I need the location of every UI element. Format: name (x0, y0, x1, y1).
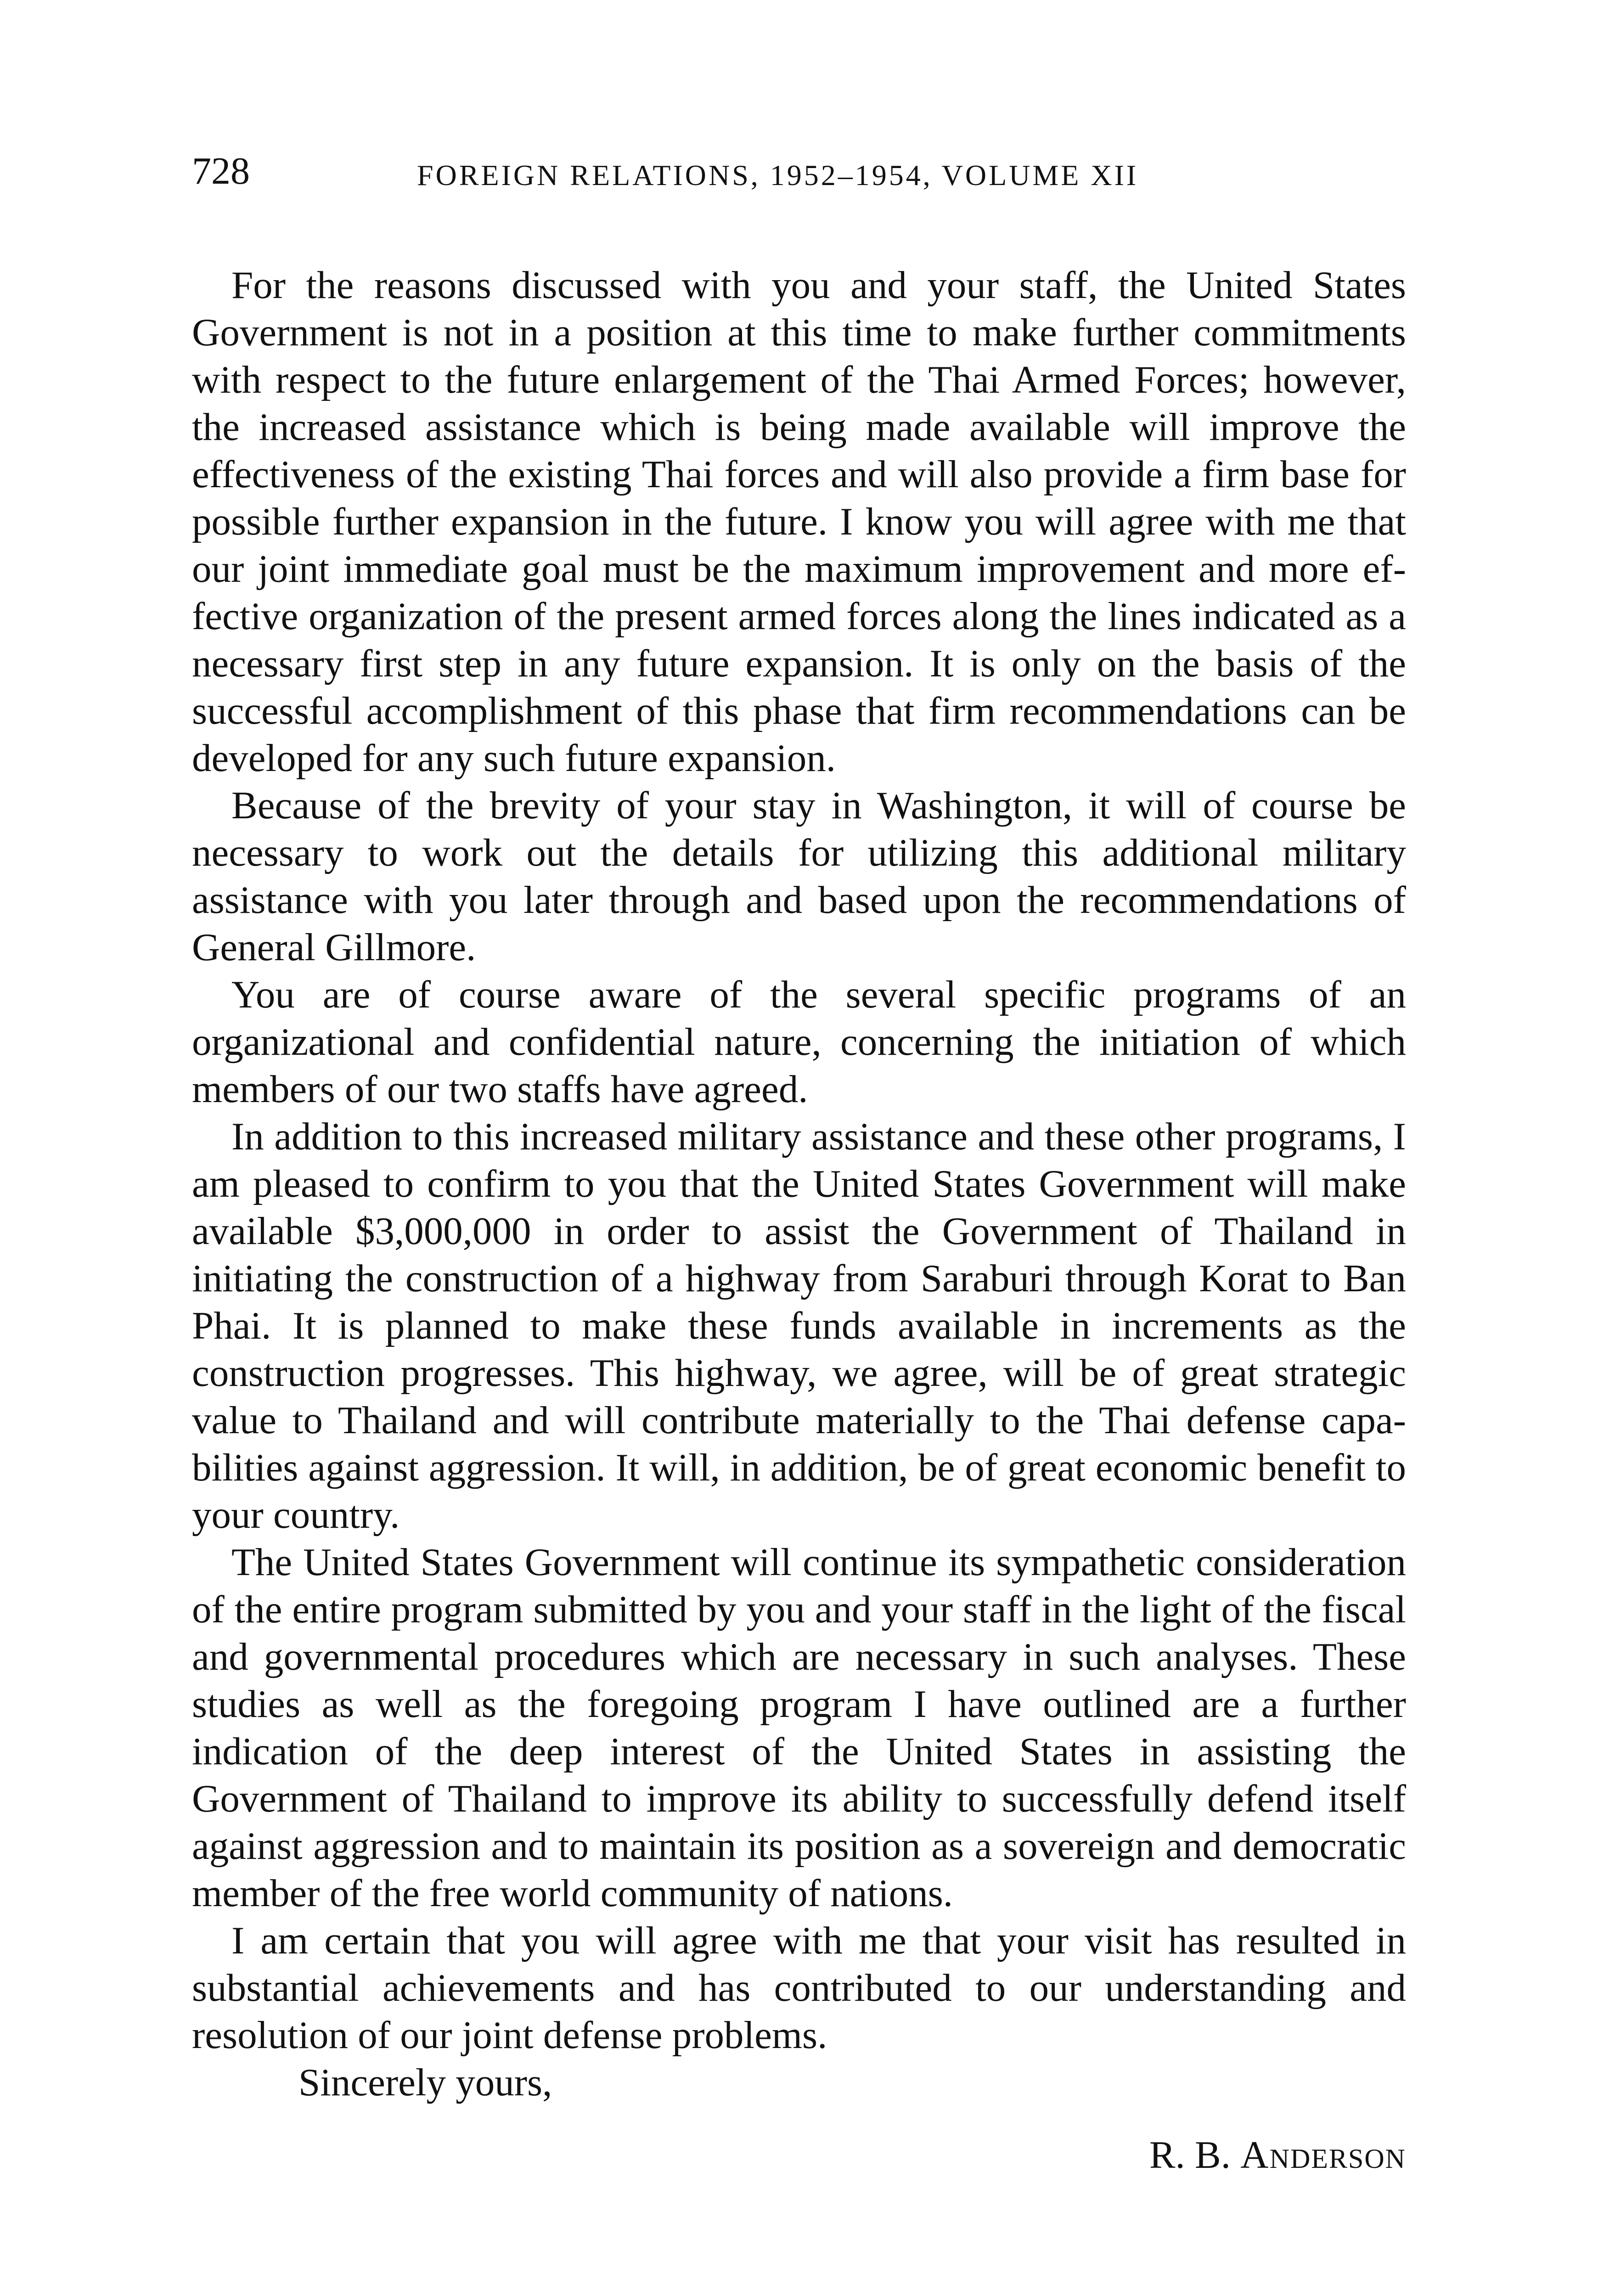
paragraph-programs: You are of course aware of the several specific programs of an organizational and confidential nature, concerning the initiation of which members of our two staffs have agreed. (192, 973, 1406, 1111)
letter-body (192, 262, 1406, 2179)
paragraph-enlargement: For the reasons discussed with you and your staff, the United States Government is not in a position at this time to make further commitments with respect to the future enlargement of the Thai Armed Forces; however, the increased assistance which is being made available will improve the effectiveness of the existing Thai forces and will also provide a firm base for possible further expansion in the future. I know you will agree with me that our joint immediate goal must be the maximum improvement and more effective organization of the present armed forces along the lines indicated as a necessary first step in any future expansion. It is only on the basis of the successful accomplishment of this phase that firm recommendations can be developed for any such future expansion. (192, 264, 1406, 780)
page-number: 728 (192, 150, 250, 192)
paragraph-highway: In addition to this increased military assistance and these other programs, I am pleased to confirm to you that the United States Government will make available $3,000,000 in order to assist the Government of Thailand in initiating the construction of a highway from Saraburi through Korat to Ban Phai. It is planned to make these funds available in increments as the construction progresses. This highway, we agree, will be of great strategic value to Thailand and will contribute materially to the Thai defense capabilities against aggression. It will, in addition, be of great economic benefit to your country. (192, 1115, 1406, 1536)
paragraph-brevity: Because of the brevity of your stay in Washington, it will of course be necessary to work out the details for utilizing this additional military assistance with you later through and based upon the recommendations of General Gillmore. (192, 784, 1406, 969)
page-header (192, 146, 1404, 197)
paragraph-conclusion: I am certain that you will agree with me that your visit has resulted in substantial achievements and has contributed to our understanding and resolution of our joint defense problems. (192, 1919, 1406, 2057)
signature-initials: R. B. (1149, 2133, 1241, 2177)
signature (192, 2132, 1406, 2179)
closing-salutation: Sincerely yours, (298, 2061, 552, 2104)
paragraph-consideration: The United States Government will continue its sympathetic consideration of the entire program submitted by you and your staff in the light of the fiscal and governmental procedures which are necessary in such analyses. These studies as well as the foregoing program I have outlined are a further indication of the deep interest of the United States in assisting the Government of Thailand to improve its ability to successfully defend itself against aggression and to maintain its position as a sovereign and democratic member of the free world community of nations. (192, 1541, 1406, 1915)
running-head: FOREIGN RELATIONS, 1952–1954, VOLUME XII (417, 159, 1139, 191)
signature-surname: Anderson (1240, 2133, 1406, 2177)
